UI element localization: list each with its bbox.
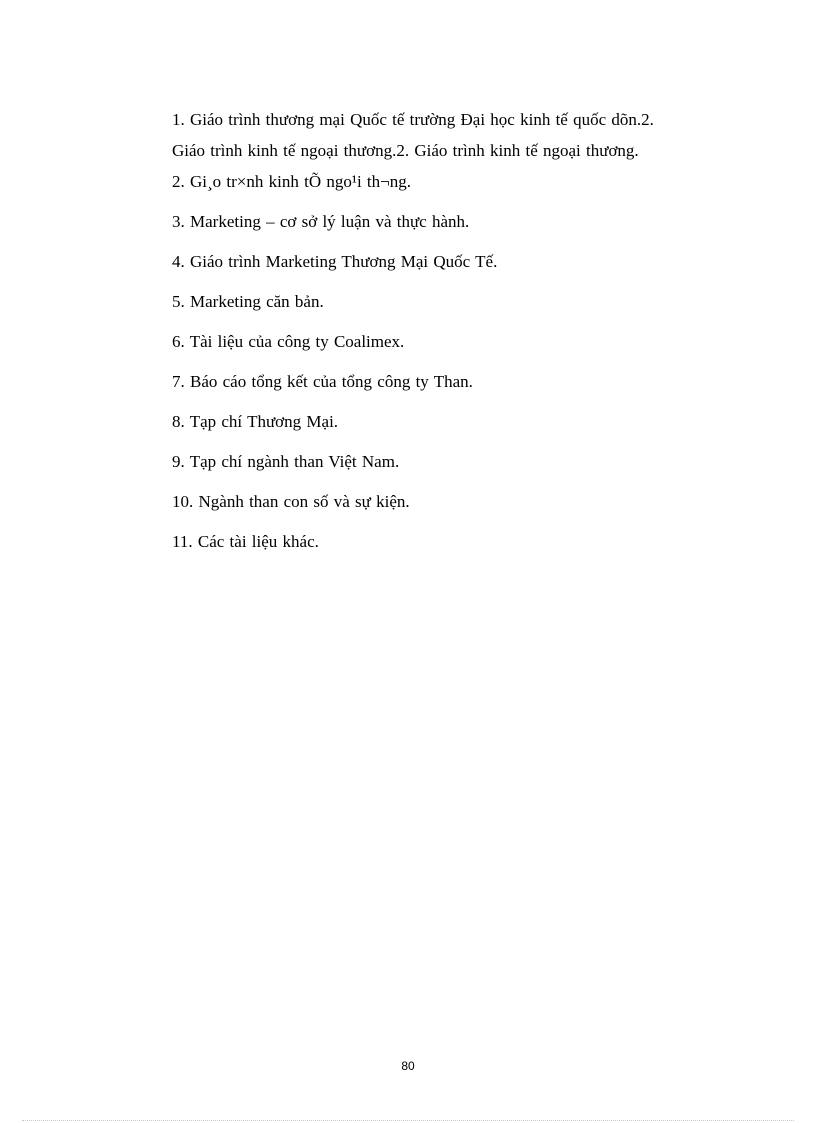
reference-item-11: 11. Các tài liệu khác. (172, 532, 319, 551)
page-number: 80 (401, 1059, 415, 1073)
page-bottom-divider (22, 1120, 794, 1121)
reference-item-1: 1. Giáo trình thương mại Quốc tế trường Đại học kinh tế quốc dõn.2. Giáo trình kinh tế ngoại thương.2. Giáo trình kinh tế ngoại thương. (172, 110, 654, 160)
reference-item-5: 5. Marketing căn bản. (172, 292, 324, 311)
reference-item-3: 3. Marketing – cơ sở lý luận và thực hành. (172, 212, 470, 231)
reference-item-2: 2. Gi¸o tr×nh kinh tÕ ngo¹i th¬ng. (172, 172, 411, 191)
reference-item-9: 9. Tạp chí ngành than Việt Nam. (172, 452, 400, 471)
reference-item-7: 7. Báo cáo tổng kết của tổng công ty Than. (172, 372, 473, 391)
reference-item-10: 10. Ngành than con số và sự kiện. (172, 492, 410, 511)
reference-list (172, 104, 692, 566)
reference-item-6: 6. Tài liệu của công ty Coalimex. (172, 332, 405, 351)
reference-item-8: 8. Tạp chí Thương Mại. (172, 412, 339, 431)
reference-item-4: 4. Giáo trình Marketing Thương Mại Quốc Tế. (172, 252, 498, 271)
